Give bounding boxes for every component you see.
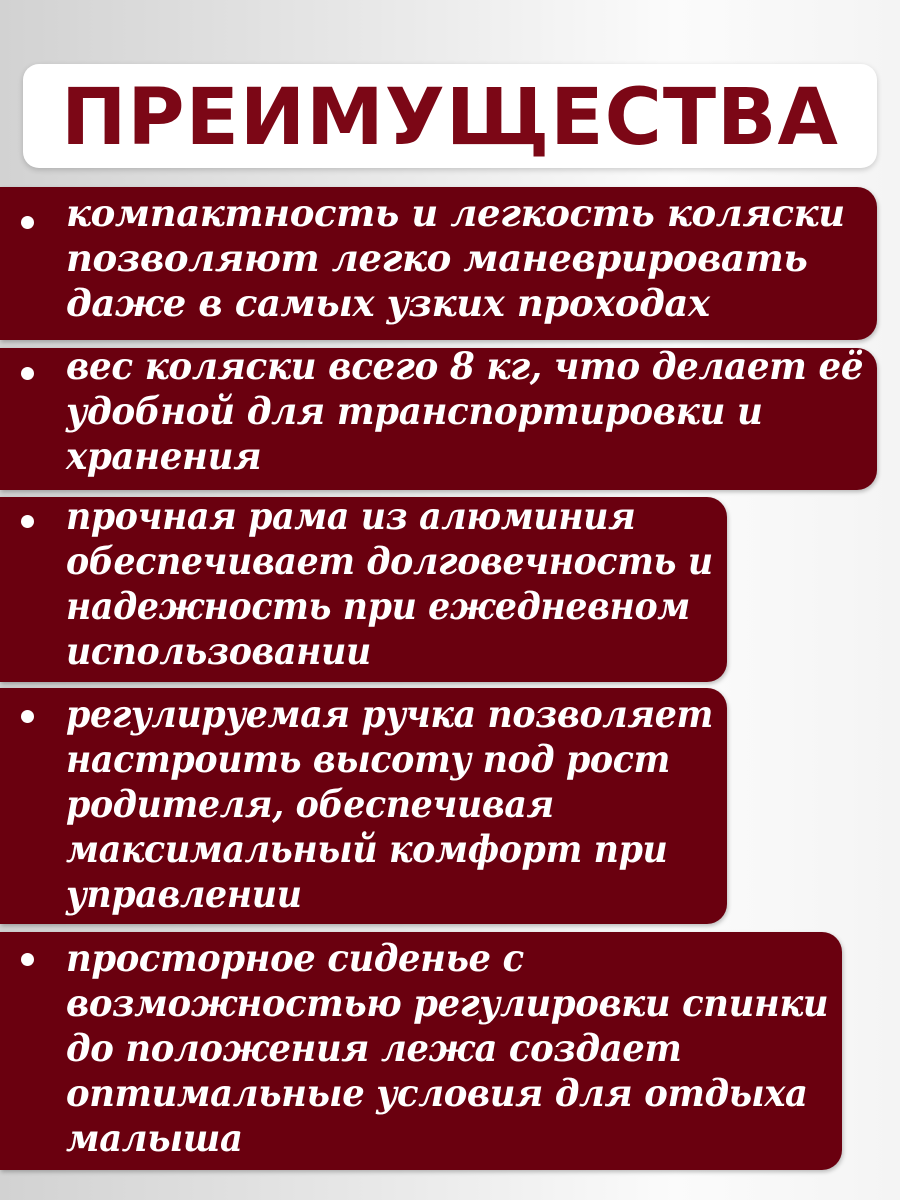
bullet-icon [21, 367, 34, 380]
advantage-line: удобной для транспортировки и [66, 389, 763, 433]
advantage-line: родителя, обеспечивая [66, 782, 554, 826]
advantage-line: максимальный комфорт при [66, 827, 668, 871]
advantage-line: вес коляски всего 8 кг, что делает её [66, 344, 864, 388]
bullet-icon [21, 515, 34, 528]
advantage-item-1 [0, 187, 877, 340]
advantage-line: малыша [66, 1116, 243, 1160]
advantage-item-4 [0, 688, 727, 924]
advantage-item-3 [0, 494, 727, 682]
advantage-item-5 [0, 932, 842, 1170]
bullet-icon [21, 216, 34, 229]
advantage-text [66, 344, 863, 479]
advantage-line: просторное сиденье с [66, 936, 524, 980]
advantage-text [66, 936, 828, 1161]
advantage-line: компактность и легкость коляски [66, 191, 845, 235]
advantage-text [66, 692, 713, 917]
advantage-text [66, 191, 845, 326]
advantage-line: настроить высоту под рост [66, 737, 670, 781]
bullet-icon [21, 710, 34, 723]
advantage-line: хранения [66, 434, 262, 478]
advantage-line: прочная рама из алюминия [66, 494, 636, 538]
advantage-line: даже в самых узких проходах [66, 281, 710, 325]
page-title: ПРЕИМУЩЕСТВА [61, 73, 839, 163]
advantage-line: регулируемая ручка позволяет [66, 692, 713, 736]
advantage-line: оптимальные условия для отдыха [66, 1071, 808, 1115]
bullet-icon [21, 953, 34, 966]
advantage-text [66, 494, 713, 674]
advantage-line: надежность при ежедневном [66, 584, 690, 628]
advantage-line: возможностью регулировки спинки [66, 981, 829, 1025]
advantage-item-2 [0, 344, 877, 490]
advantage-line: позволяют легко маневрировать [66, 236, 808, 280]
advantage-line: использовании [66, 629, 371, 673]
advantage-line: обеспечивает долговечность и [66, 539, 713, 583]
advantage-line: управлении [66, 872, 302, 916]
advantage-line: до положения лежа создает [66, 1026, 682, 1070]
title-banner [23, 64, 877, 168]
